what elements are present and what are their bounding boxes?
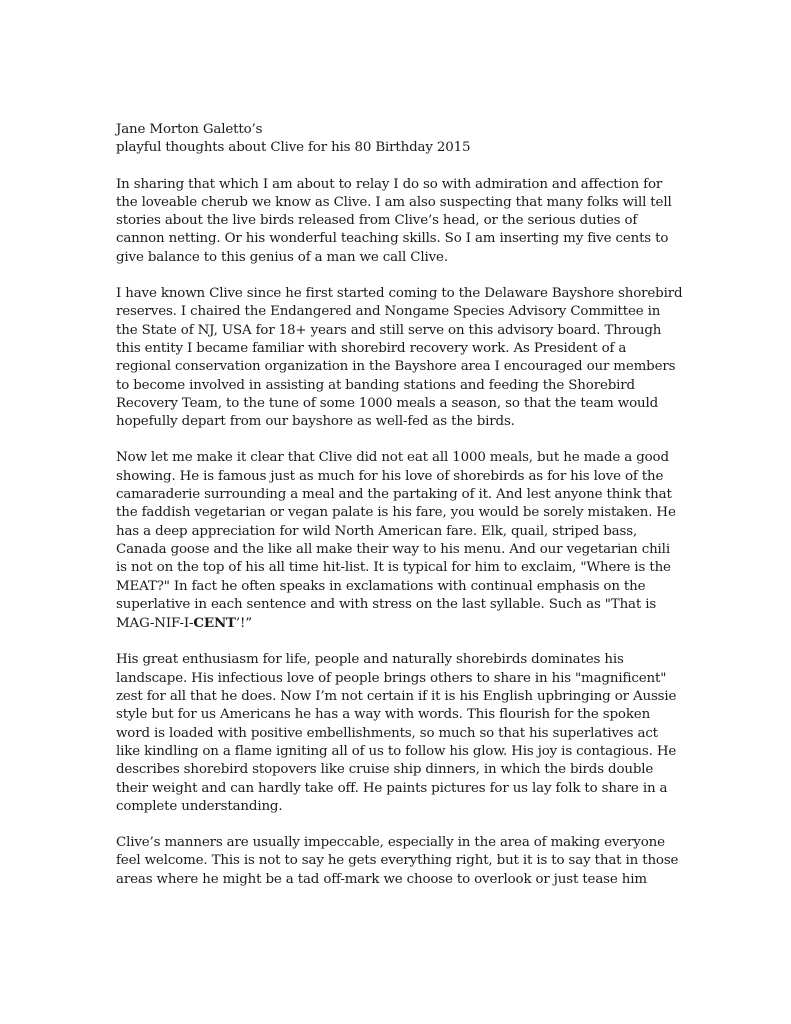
text-line: the faddish vegetarian or vegan palate is his fare, you would be sorely mistaken. He <box>116 505 676 521</box>
paragraph-3 <box>116 449 684 633</box>
document-body <box>116 121 684 889</box>
text-line: the State of NJ, USA for 18+ years and still serve on this advisory board. Through <box>116 322 662 338</box>
paragraph-1 <box>116 176 684 267</box>
emphasis-bold: CENT <box>193 615 236 632</box>
text-line: describes shorebird stopovers like cruise ship dinners, in which the birds double <box>116 762 654 778</box>
text-line: feel welcome. This is not to say he gets everything right, but it is to say that in those <box>116 853 679 869</box>
document-heading <box>116 121 684 158</box>
paragraph-4 <box>116 651 684 816</box>
text-line: cannon netting. Or his wonderful teaching skills. So I am inserting my five cents to <box>116 231 669 247</box>
text-line: Clive’s manners are usually impeccable, especially in the area of making everyone <box>116 835 665 851</box>
text-line: to become involved in assisting at banding stations and feeding the Shorebird <box>116 377 635 393</box>
text-line: landscape. His infectious love of people brings others to share in his "magnificent" <box>116 670 667 686</box>
text-line: Now let me make it clear that Clive did not eat all 1000 meals, but he made a good <box>116 450 669 466</box>
text-line: style but for us Americans he has a way with words. This flourish for the spoken <box>116 707 651 723</box>
text-line: word is loaded with positive embellishments, so much so that his superlatives act <box>116 725 658 741</box>
emphasis-suffix: ’!” <box>235 616 252 632</box>
text-line: hopefully depart from our bayshore as well-fed as the birds. <box>116 414 515 430</box>
paragraph-5 <box>116 834 684 889</box>
text-line: stories about the live birds released from Clive’s head, or the serious duties of <box>116 213 638 229</box>
text-line: reserves. I chaired the Endangered and Nongame Species Advisory Committee in <box>116 304 661 320</box>
text-line: areas where he might be a tad off-mark we choose to overlook or just tease him <box>116 871 647 887</box>
text-line: give balance to this genius of a man we call Clive. <box>116 249 448 265</box>
text-line: is not on the top of his all time hit-list. It is typical for him to exclaim, "Where is the <box>116 560 671 576</box>
text-line: showing. He is famous just as much for his love of shorebirds as for his love of the <box>116 468 664 484</box>
text-line: the loveable cherub we know as Clive. I am also suspecting that many folks will tell <box>116 194 672 210</box>
text-line: regional conservation organization in the Bayshore area I encouraged our members <box>116 359 676 375</box>
paragraph-2 <box>116 285 684 431</box>
text-line: MEAT?" In fact he often speaks in exclamations with continual emphasis on the <box>116 578 646 594</box>
text-line: camaraderie surrounding a meal and the partaking of it. And lest anyone think that <box>116 487 672 503</box>
text-line: zest for all that he does. Now I’m not certain if it is his English upbringing or Aussie <box>116 689 677 705</box>
text-line: In sharing that which I am about to relay I do so with admiration and affection for <box>116 176 663 192</box>
emphasis-prefix: MAG-NIF-I- <box>116 616 194 632</box>
subtitle-line: playful thoughts about Clive for his 80 Birthday 2015 <box>116 140 471 156</box>
text-line: has a deep appreciation for wild North American fare. Elk, quail, striped bass, <box>116 523 638 539</box>
author-line: Jane Morton Galetto’s <box>116 122 263 137</box>
text-line: complete understanding. <box>116 798 283 814</box>
text-line: His great enthusiasm for life, people and naturally shorebirds dominates his <box>116 652 624 668</box>
text-line: Recovery Team, to the tune of some 1000 meals a season, so that the team would <box>116 395 659 411</box>
text-line: I have known Clive since he first started coming to the Delaware Bayshore shorebird <box>116 286 683 302</box>
text-line: Canada goose and the like all make their way to his menu. And our vegetarian chili <box>116 541 670 557</box>
text-line: their weight and can hardly take off. He paints pictures for us lay folk to share in a <box>116 780 668 796</box>
text-line: this entity I became familiar with shorebird recovery work. As President of a <box>116 340 627 356</box>
text-line: like kindling on a flame igniting all of us to follow his glow. His joy is contagious. He <box>116 743 677 759</box>
text-line: superlative in each sentence and with stress on the last syllable. Such as "That is <box>116 596 657 612</box>
text-line-emphasis <box>116 614 684 633</box>
